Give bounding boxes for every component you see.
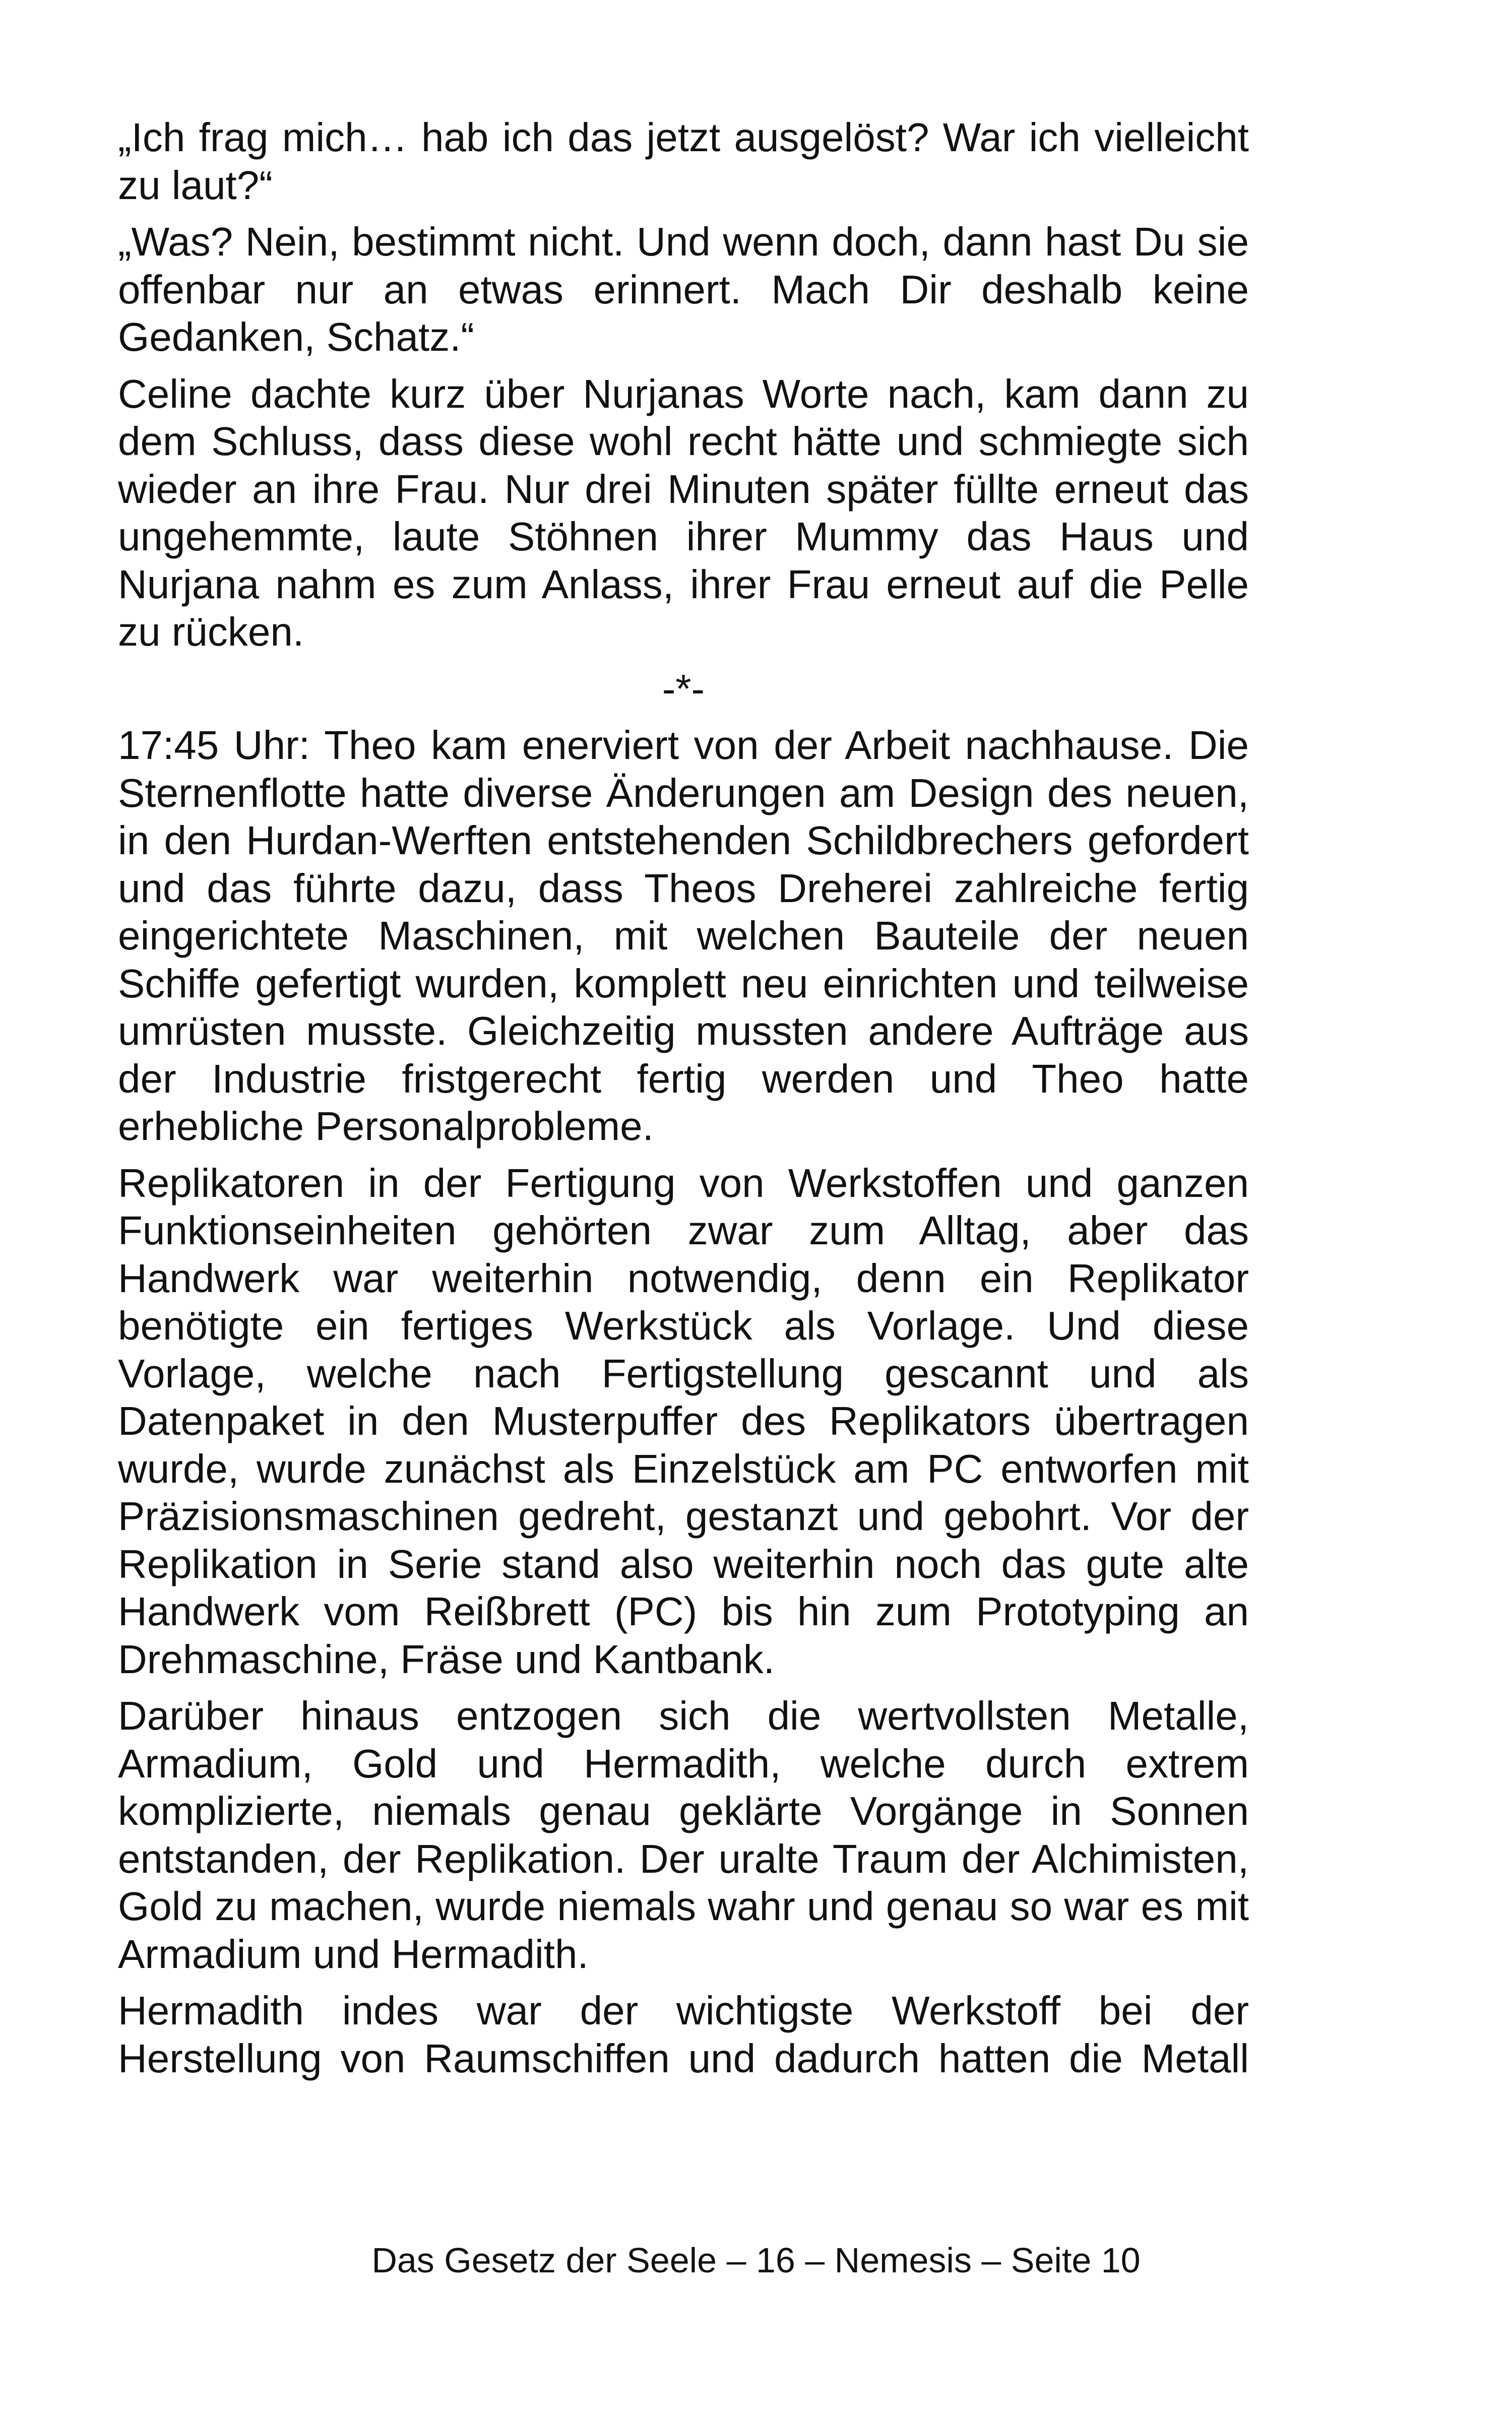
page-footer	[0, 2238, 1512, 2283]
paragraph: Replikatoren in der Fertigung von Werkstoffen und ganzen Funktionseinheiten gehörten zwar zum Alltag, aber das Handwerk war weiterhin notwendig, denn ein Replikator benötigte ein fertiges Werkstück als Vorlage. Und diese Vorlage, welche nach Fertigstellung gescannt und als Datenpaket in den Musterpuffer des Replikators übertragen wurde, wurde zunächst als Einzelstück am PC entworfen mit Präzisionsmaschinen gedreht, gestanzt und gebohrt. Vor der Replikation in Serie stand also weiterhin noch das gute alte Handwerk vom Reißbrett (PC) bis hin zum Prototyping an Drehmaschine, Fräse und Kantbank.	[118, 1160, 1249, 1682]
footer-subtitle: Nemesis	[834, 2241, 972, 2280]
paragraph: Darüber hinaus entzogen sich die wertvollsten Metalle, Armadium, Gold und Hermadith, welche durch extrem komplizierte, niemals genau geklärte Vorgänge in Sonnen entstanden, der Replikation. Der uralte Traum der Alchimisten, Gold zu machen, wurde niemals wahr und genau so war es mit Armadium und Hermadith.	[118, 1693, 1249, 1977]
footer-volume: 16	[755, 2241, 795, 2280]
paragraph: „Ich frag mich… hab ich das jetzt ausgelöst? War ich vielleicht zu laut?“	[118, 115, 1249, 208]
footer-book-title: Das Gesetz der Seele	[371, 2241, 717, 2280]
paragraph: 17:45 Uhr: Theo kam enerviert von der Arbeit nachhause. Die Sternenflotte hatte diverse Änderungen am Design des neuen, in den Hurdan-Werften entstehenden Schildbrechers gefordert und das führte dazu, dass Theos Dreherei zahlreiche fertig eingerichtete Maschinen, mit welchen Bauteile der neuen Schiffe gefertigt wurden, komplett neu einrichten und teilweise umrüsten musste. Gleichzeitig mussten andere Aufträge aus der Industrie fristgerecht fertig werden und Theo hatte erhebliche Personalprobleme.	[118, 723, 1249, 1149]
footer-dash: –	[805, 2241, 825, 2280]
footer-dash: –	[726, 2241, 746, 2280]
paragraph-last: Hermadith indes war der wichtigste Werkstoff bei der Herstellung von Raumschiffen und dadurch hatten die Metall	[118, 1988, 1249, 2081]
paragraph: „Was? Nein, bestimmt nicht. Und wenn doch, dann hast Du sie offenbar nur an etwas erinnert. Mach Dir deshalb keine Gedanken, Schatz.“	[118, 219, 1249, 359]
section-separator: -*-	[662, 666, 705, 711]
paragraph: Celine dachte kurz über Nurjanas Worte nach, kam dann zu dem Schluss, dass diese wohl recht hätte und schmiegte sich wieder an ihre Frau. Nur drei Minuten später füllte erneut das ungehemmte, laute Stöhnen ihrer Mummy das Haus und Nurjana nahm es zum Anlass, ihrer Frau erneut auf die Pelle zu rücken.	[118, 371, 1249, 654]
footer-dash: –	[981, 2241, 1001, 2280]
footer-page-number: Seite 10	[1011, 2241, 1141, 2280]
page-body	[118, 114, 1249, 2091]
